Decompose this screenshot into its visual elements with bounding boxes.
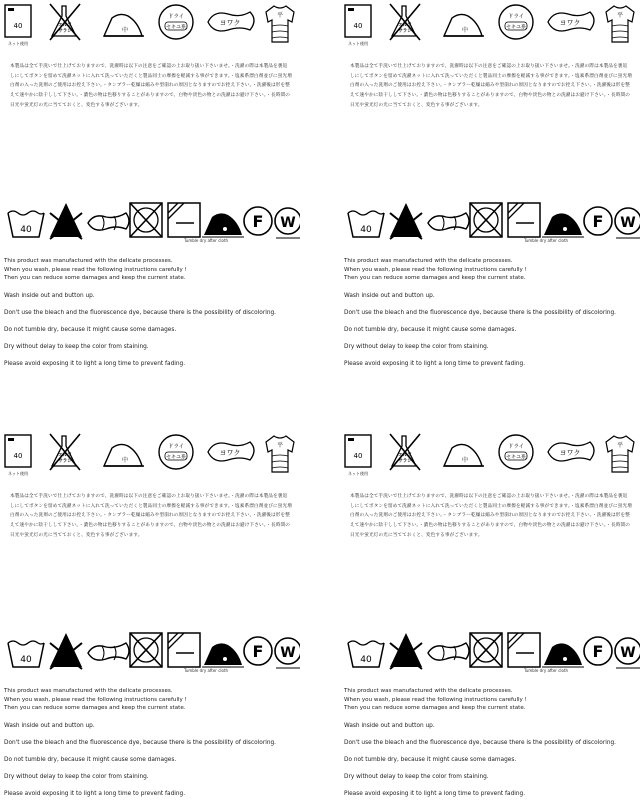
jp-flat-dry-shirt-icon xyxy=(266,436,294,472)
jp-bleach-crossed-icon xyxy=(50,434,80,470)
english-care-instructions xyxy=(344,687,636,798)
svg-text:W: W xyxy=(620,215,636,231)
jp-bleach-crossed-icon xyxy=(390,434,420,470)
jp-iron-medium-icon xyxy=(104,444,144,466)
tumble-note: Tumble dry after cloth xyxy=(524,668,569,673)
svg-text:サラシ: サラシ xyxy=(398,29,412,34)
svg-text:ヨワク: ヨワク xyxy=(219,19,241,27)
wash-note: ネット使用 xyxy=(8,41,28,46)
jp-wash-tub-icon xyxy=(5,5,31,37)
intro-line: Then you can reduce some damages and keep the current state. xyxy=(344,705,526,712)
wash-40-icon xyxy=(8,211,44,237)
jp-bleach-crossed-icon xyxy=(50,4,80,40)
svg-text:セキユ系: セキユ系 xyxy=(165,24,187,31)
tumble-note: Tumble dry after cloth xyxy=(524,238,569,243)
dry-clean-f-icon xyxy=(584,637,612,665)
english-care-instructions xyxy=(4,257,296,368)
instruction-line: Don't use the bleach and the fluorescence dye, because there is the possibility of discoloring. xyxy=(344,309,617,316)
svg-text:エルソ: エルソ xyxy=(58,453,72,458)
jp-iron-medium-icon xyxy=(104,14,144,36)
no-bleach-icon xyxy=(390,633,422,669)
svg-text:中: 中 xyxy=(461,457,469,464)
intro-line: Then you can reduce some damages and keep the current state. xyxy=(344,275,526,282)
svg-text:平: 平 xyxy=(616,442,624,449)
instruction-line: Wash inside out and button up. xyxy=(344,722,435,729)
jp-iron-medium-icon xyxy=(444,444,484,466)
instruction-line: Don't use the bleach and the fluorescence dye, because there is the possibility of discoloring. xyxy=(4,309,277,316)
svg-text:F: F xyxy=(592,212,604,231)
intro-line: This product was manufactured with the delicate processes. xyxy=(344,688,513,694)
jp-flat-dry-shirt-icon xyxy=(606,6,634,42)
instruction-line: Dry without delay to keep the color from staining. xyxy=(4,773,149,780)
svg-text:セキユ系: セキユ系 xyxy=(505,454,527,461)
instruction-line: Please avoid exposing it to light a long time to prevent fading. xyxy=(4,790,186,797)
instruction-line: Wash inside out and button up. xyxy=(4,292,95,299)
intro-line: Then you can reduce some damages and keep the current state. xyxy=(4,705,186,712)
no-bleach-icon xyxy=(390,203,422,239)
iron-low-icon xyxy=(202,643,244,667)
jp-dry-clean-icon xyxy=(159,435,193,469)
svg-text:平: 平 xyxy=(276,12,284,19)
dry-clean-f-icon xyxy=(584,207,612,235)
intro-line: This product was manufactured with the delicate processes. xyxy=(344,258,513,264)
instruction-line: Don't use the bleach and the fluorescence dye, because there is the possibility of discoloring. xyxy=(344,739,617,746)
svg-text:中: 中 xyxy=(121,457,129,464)
intl-care-symbols xyxy=(346,629,636,675)
svg-text:40: 40 xyxy=(13,452,23,460)
jp-care-symbols xyxy=(4,432,296,478)
jp-care-symbols xyxy=(344,432,636,478)
wet-clean-w-icon xyxy=(275,638,300,668)
care-label xyxy=(340,432,640,811)
intl-care-symbols xyxy=(6,199,296,245)
jp-wash-tub-icon xyxy=(345,435,371,467)
svg-text:ヨワク: ヨワク xyxy=(219,449,241,457)
svg-text:平: 平 xyxy=(616,12,624,19)
svg-text:エルソ: エルソ xyxy=(58,23,72,28)
iron-low-icon xyxy=(202,213,244,237)
jp-care-symbols xyxy=(344,2,636,48)
instruction-line: Do not tumble dry, because it might cause some damages. xyxy=(4,326,177,333)
wring-twist-icon xyxy=(428,643,469,660)
wash-40-icon xyxy=(348,211,384,237)
jp-wring-gently-icon xyxy=(548,12,594,31)
jp-dry-clean-icon xyxy=(159,5,193,39)
intl-care-symbols xyxy=(346,199,636,245)
svg-text:ドライ: ドライ xyxy=(167,14,185,20)
svg-text:W: W xyxy=(620,645,636,661)
instruction-line: Do not tumble dry, because it might cause some damages. xyxy=(344,326,517,333)
intro-line: This product was manufactured with the delicate processes. xyxy=(4,688,173,694)
svg-text:40: 40 xyxy=(360,225,372,235)
wet-clean-w-icon xyxy=(615,208,640,238)
svg-text:ドライ: ドライ xyxy=(507,444,525,450)
japanese-care-instructions: 本製品は全て手洗いで仕上げておりますので、洗濯時は以下の注意をご確認の上お取り扱い下さいませ。・洗濯の際は本製品を裏返しにしてボタンを留めて洗濯ネットに入れて洗っていただくと製品同士の摩擦を軽減する事ができます。・塩素系漂白剤並びに蛍光増白剤の入った洗剤のご使用はお控え下さい。・タンブラー乾燥は縮みや型崩れの原因となりますのでお控え下さい。・洗濯後は形を整えて速やかに陰干しして下さい。・濃色の物は色移りすることがありますので、白物や淡色の物との洗濯はお避け下さい。・長時間の日光や蛍光灯の光に当てておくと、変色する事がございます。 xyxy=(350,64,632,108)
tumble-note: Tumble dry after cloth xyxy=(184,238,229,243)
svg-text:平: 平 xyxy=(276,442,284,449)
wash-note: ネット使用 xyxy=(8,471,28,476)
wet-clean-w-icon xyxy=(615,638,640,668)
svg-text:40: 40 xyxy=(360,655,372,665)
care-label xyxy=(0,432,300,811)
jp-bleach-crossed-icon xyxy=(390,4,420,40)
shade-dry-icon xyxy=(508,633,540,667)
jp-wring-gently-icon xyxy=(548,442,594,461)
dry-clean-f-icon xyxy=(244,207,272,235)
no-tumble-dry-icon xyxy=(470,203,502,237)
svg-text:40: 40 xyxy=(353,22,363,30)
svg-text:中: 中 xyxy=(461,27,469,34)
instruction-line: Dry without delay to keep the color from staining. xyxy=(4,343,149,350)
instruction-line: Do not tumble dry, because it might cause some damages. xyxy=(4,756,177,763)
japanese-care-instructions: 本製品は全て手洗いで仕上げておりますので、洗濯時は以下の注意をご確認の上お取り扱い下さいませ。・洗濯の際は本製品を裏返しにしてボタンを留めて洗濯ネットに入れて洗っていただくと製品同士の摩擦を軽減する事ができます。・塩素系漂白剤並びに蛍光増白剤の入った洗剤のご使用はお控え下さい。・タンブラー乾燥は縮みや型崩れの原因となりますのでお控え下さい。・洗濯後は形を整えて速やかに陰干しして下さい。・濃色の物は色移りすることがありますので、白物や淡色の物との洗濯はお避け下さい。・長時間の日光や蛍光灯の光に当てておくと、変色する事がございます。 xyxy=(10,494,292,538)
svg-text:エルソ: エルソ xyxy=(398,453,412,458)
jp-wash-tub-icon xyxy=(345,5,371,37)
svg-text:セキユ系: セキユ系 xyxy=(505,24,527,31)
wash-note: ネット使用 xyxy=(348,471,368,476)
care-label xyxy=(340,2,640,402)
wring-twist-icon xyxy=(88,643,129,660)
jp-flat-dry-shirt-icon xyxy=(606,436,634,472)
intro-line: When you wash, please read the following instructions carefully ! xyxy=(344,696,527,703)
svg-text:F: F xyxy=(252,212,264,231)
jp-wash-tub-icon xyxy=(5,435,31,467)
instruction-line: Wash inside out and button up. xyxy=(344,292,435,299)
care-label xyxy=(0,2,300,402)
wash-40-icon xyxy=(348,641,384,667)
no-tumble-dry-icon xyxy=(470,633,502,667)
svg-text:F: F xyxy=(592,642,604,661)
svg-text:W: W xyxy=(280,645,296,661)
jp-flat-dry-shirt-icon xyxy=(266,6,294,42)
english-intro xyxy=(344,687,636,713)
instruction-line: Don't use the bleach and the fluorescence dye, because there is the possibility of discoloring. xyxy=(4,739,277,746)
svg-text:サラシ: サラシ xyxy=(58,459,72,464)
iron-low-icon xyxy=(542,643,584,667)
svg-text:ドライ: ドライ xyxy=(507,14,525,20)
svg-text:40: 40 xyxy=(13,22,23,30)
intro-line: Then you can reduce some damages and keep the current state. xyxy=(4,275,186,282)
wring-twist-icon xyxy=(88,213,129,230)
dry-clean-f-icon xyxy=(244,637,272,665)
tumble-note: Tumble dry after cloth xyxy=(184,668,229,673)
shade-dry-icon xyxy=(168,633,200,667)
instruction-line: Please avoid exposing it to light a long time to prevent fading. xyxy=(344,360,526,367)
intro-line: When you wash, please read the following instructions carefully ! xyxy=(344,266,527,273)
svg-text:40: 40 xyxy=(20,655,32,665)
english-intro xyxy=(4,687,296,713)
svg-text:サラシ: サラシ xyxy=(398,459,412,464)
english-care-instructions xyxy=(4,687,296,798)
jp-wring-gently-icon xyxy=(208,12,254,31)
svg-text:40: 40 xyxy=(353,452,363,460)
japanese-care-instructions: 本製品は全て手洗いで仕上げておりますので、洗濯時は以下の注意をご確認の上お取り扱い下さいませ。・洗濯の際は本製品を裏返しにしてボタンを留めて洗濯ネットに入れて洗っていただくと製品同士の摩擦を軽減する事ができます。・塩素系漂白剤並びに蛍光増白剤の入った洗剤のご使用はお控え下さい。・タンブラー乾燥は縮みや型崩れの原因となりますのでお控え下さい。・洗濯後は形を整えて速やかに陰干しして下さい。・濃色の物は色移りすることがありますので、白物や淡色の物との洗濯はお避け下さい。・長時間の日光や蛍光灯の光に当てておくと、変色する事がございます。 xyxy=(350,494,632,538)
svg-text:エルソ: エルソ xyxy=(398,23,412,28)
svg-text:ドライ: ドライ xyxy=(167,444,185,450)
svg-text:ヨワク: ヨワク xyxy=(559,19,581,27)
wring-twist-icon xyxy=(428,213,469,230)
instruction-line: Dry without delay to keep the color from staining. xyxy=(344,773,489,780)
instruction-line: Wash inside out and button up. xyxy=(4,722,95,729)
english-intro xyxy=(344,257,636,283)
jp-iron-medium-icon xyxy=(444,14,484,36)
english-intro xyxy=(4,257,296,283)
svg-text:F: F xyxy=(252,642,264,661)
wash-note: ネット使用 xyxy=(348,41,368,46)
jp-dry-clean-icon xyxy=(499,435,533,469)
svg-text:ヨワク: ヨワク xyxy=(559,449,581,457)
english-care-instructions xyxy=(344,257,636,368)
no-bleach-icon xyxy=(50,633,82,669)
iron-low-icon xyxy=(542,213,584,237)
jp-dry-clean-icon xyxy=(499,5,533,39)
intro-line: When you wash, please read the following instructions carefully ! xyxy=(4,266,187,273)
svg-text:サラシ: サラシ xyxy=(58,29,72,34)
wash-40-icon xyxy=(8,641,44,667)
instruction-line: Please avoid exposing it to light a long time to prevent fading. xyxy=(4,360,186,367)
no-bleach-icon xyxy=(50,203,82,239)
no-tumble-dry-icon xyxy=(130,633,162,667)
shade-dry-icon xyxy=(508,203,540,237)
wet-clean-w-icon xyxy=(275,208,300,238)
instruction-line: Please avoid exposing it to light a long time to prevent fading. xyxy=(344,790,526,797)
instruction-line: Dry without delay to keep the color from staining. xyxy=(344,343,489,350)
shade-dry-icon xyxy=(168,203,200,237)
japanese-care-instructions: 本製品は全て手洗いで仕上げておりますので、洗濯時は以下の注意をご確認の上お取り扱い下さいませ。・洗濯の際は本製品を裏返しにしてボタンを留めて洗濯ネットに入れて洗っていただくと製品同士の摩擦を軽減する事ができます。・塩素系漂白剤並びに蛍光増白剤の入った洗剤のご使用はお控え下さい。・タンブラー乾燥は縮みや型崩れの原因となりますのでお控え下さい。・洗濯後は形を整えて速やかに陰干しして下さい。・濃色の物は色移りすることがありますので、白物や淡色の物との洗濯はお避け下さい。・長時間の日光や蛍光灯の光に当てておくと、変色する事がございます。 xyxy=(10,64,292,108)
svg-text:40: 40 xyxy=(20,225,32,235)
svg-text:セキユ系: セキユ系 xyxy=(165,454,187,461)
intl-care-symbols xyxy=(6,629,296,675)
intro-line: This product was manufactured with the delicate processes. xyxy=(4,258,173,264)
no-tumble-dry-icon xyxy=(130,203,162,237)
svg-text:中: 中 xyxy=(121,27,129,34)
instruction-line: Do not tumble dry, because it might cause some damages. xyxy=(344,756,517,763)
jp-care-symbols xyxy=(4,2,296,48)
svg-text:W: W xyxy=(280,215,296,231)
jp-wring-gently-icon xyxy=(208,442,254,461)
intro-line: When you wash, please read the following instructions carefully ! xyxy=(4,696,187,703)
